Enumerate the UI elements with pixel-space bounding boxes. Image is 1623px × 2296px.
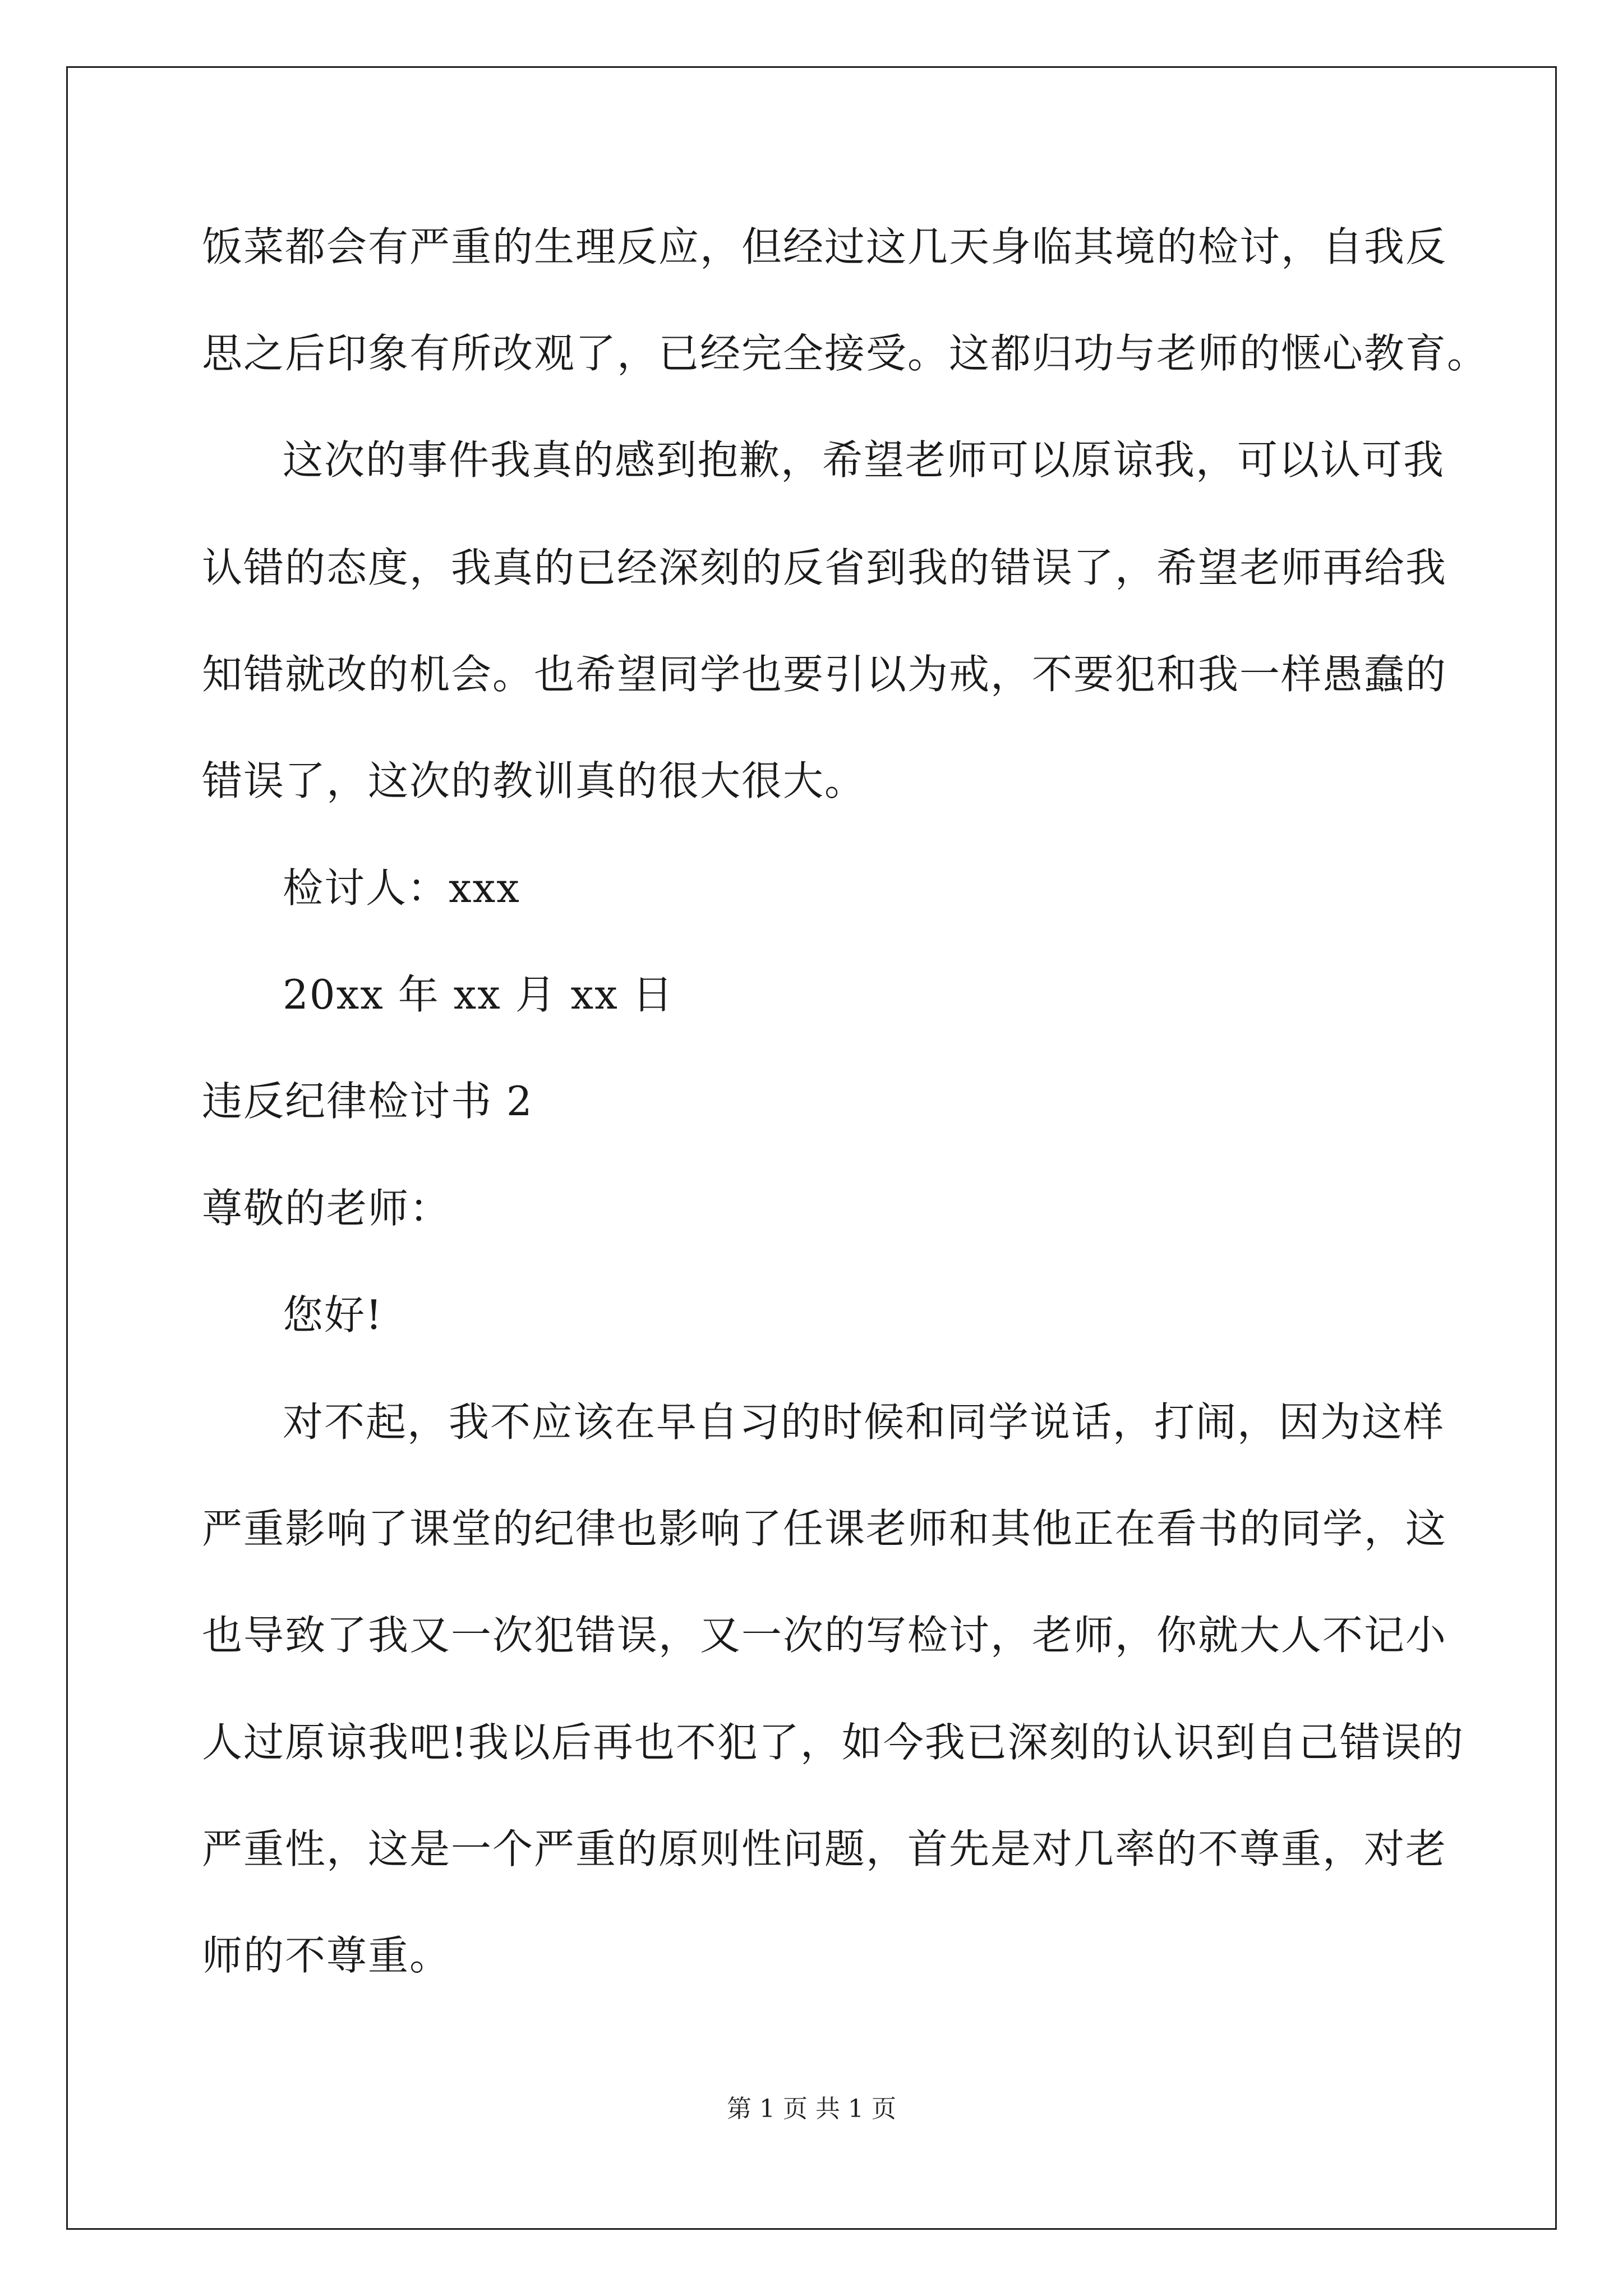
paragraph-line: 这次的事件我真的感到抱歉，希望老师可以原谅我，可以认可我 <box>283 436 1445 484</box>
section-title: 违反纪律检讨书 2 <box>202 1078 533 1125</box>
paragraph-line: 认错的态度，我真的已经深刻的反省到我的错误了，希望老师再给我 <box>202 544 1447 591</box>
paragraph-line: 也导致了我又一次犯错误，又一次的写检讨，老师，你就大人不记小 <box>202 1612 1447 1659</box>
paragraph-line: 思之后印象有所改观了，已经完全接受。这都归功与老师的惬心教育。 <box>202 330 1489 377</box>
paragraph-line: 对不起，我不应该在早自习的时候和同学说话，打闹，因为这样 <box>283 1398 1445 1446</box>
paragraph-line: 严重性，这是一个严重的原则性问题，首先是对几率的不尊重，对老 <box>202 1825 1447 1872</box>
paragraph-line: 错误了，这次的教训真的很大很大。 <box>202 757 866 804</box>
paragraph-line: 师的不尊重。 <box>202 1932 451 1979</box>
salutation: 尊敬的老师： <box>202 1185 451 1232</box>
page-border <box>66 66 1557 2230</box>
page-number-footer: 第 1 页 共 1 页 <box>727 2095 896 2123</box>
paragraph-line: 饭菜都会有严重的生理反应，但经过这几天身临其境的检讨，自我反 <box>202 223 1447 270</box>
date-line: 20xx 年 xx 月 xx 日 <box>283 971 674 1018</box>
paragraph-line: 人过原谅我吧!我以后再也不犯了，如今我已深刻的认识到自己错误的 <box>202 1719 1464 1766</box>
paragraph-line: 严重影响了课堂的纪律也影响了任课老师和其他正在看书的同学，这 <box>202 1505 1447 1552</box>
greeting: 您好! <box>283 1291 383 1338</box>
signature-line: 检讨人：xxx <box>283 864 520 912</box>
paragraph-line: 知错就改的机会。也希望同学也要引以为戒，不要犯和我一样愚蠢的 <box>202 651 1447 698</box>
